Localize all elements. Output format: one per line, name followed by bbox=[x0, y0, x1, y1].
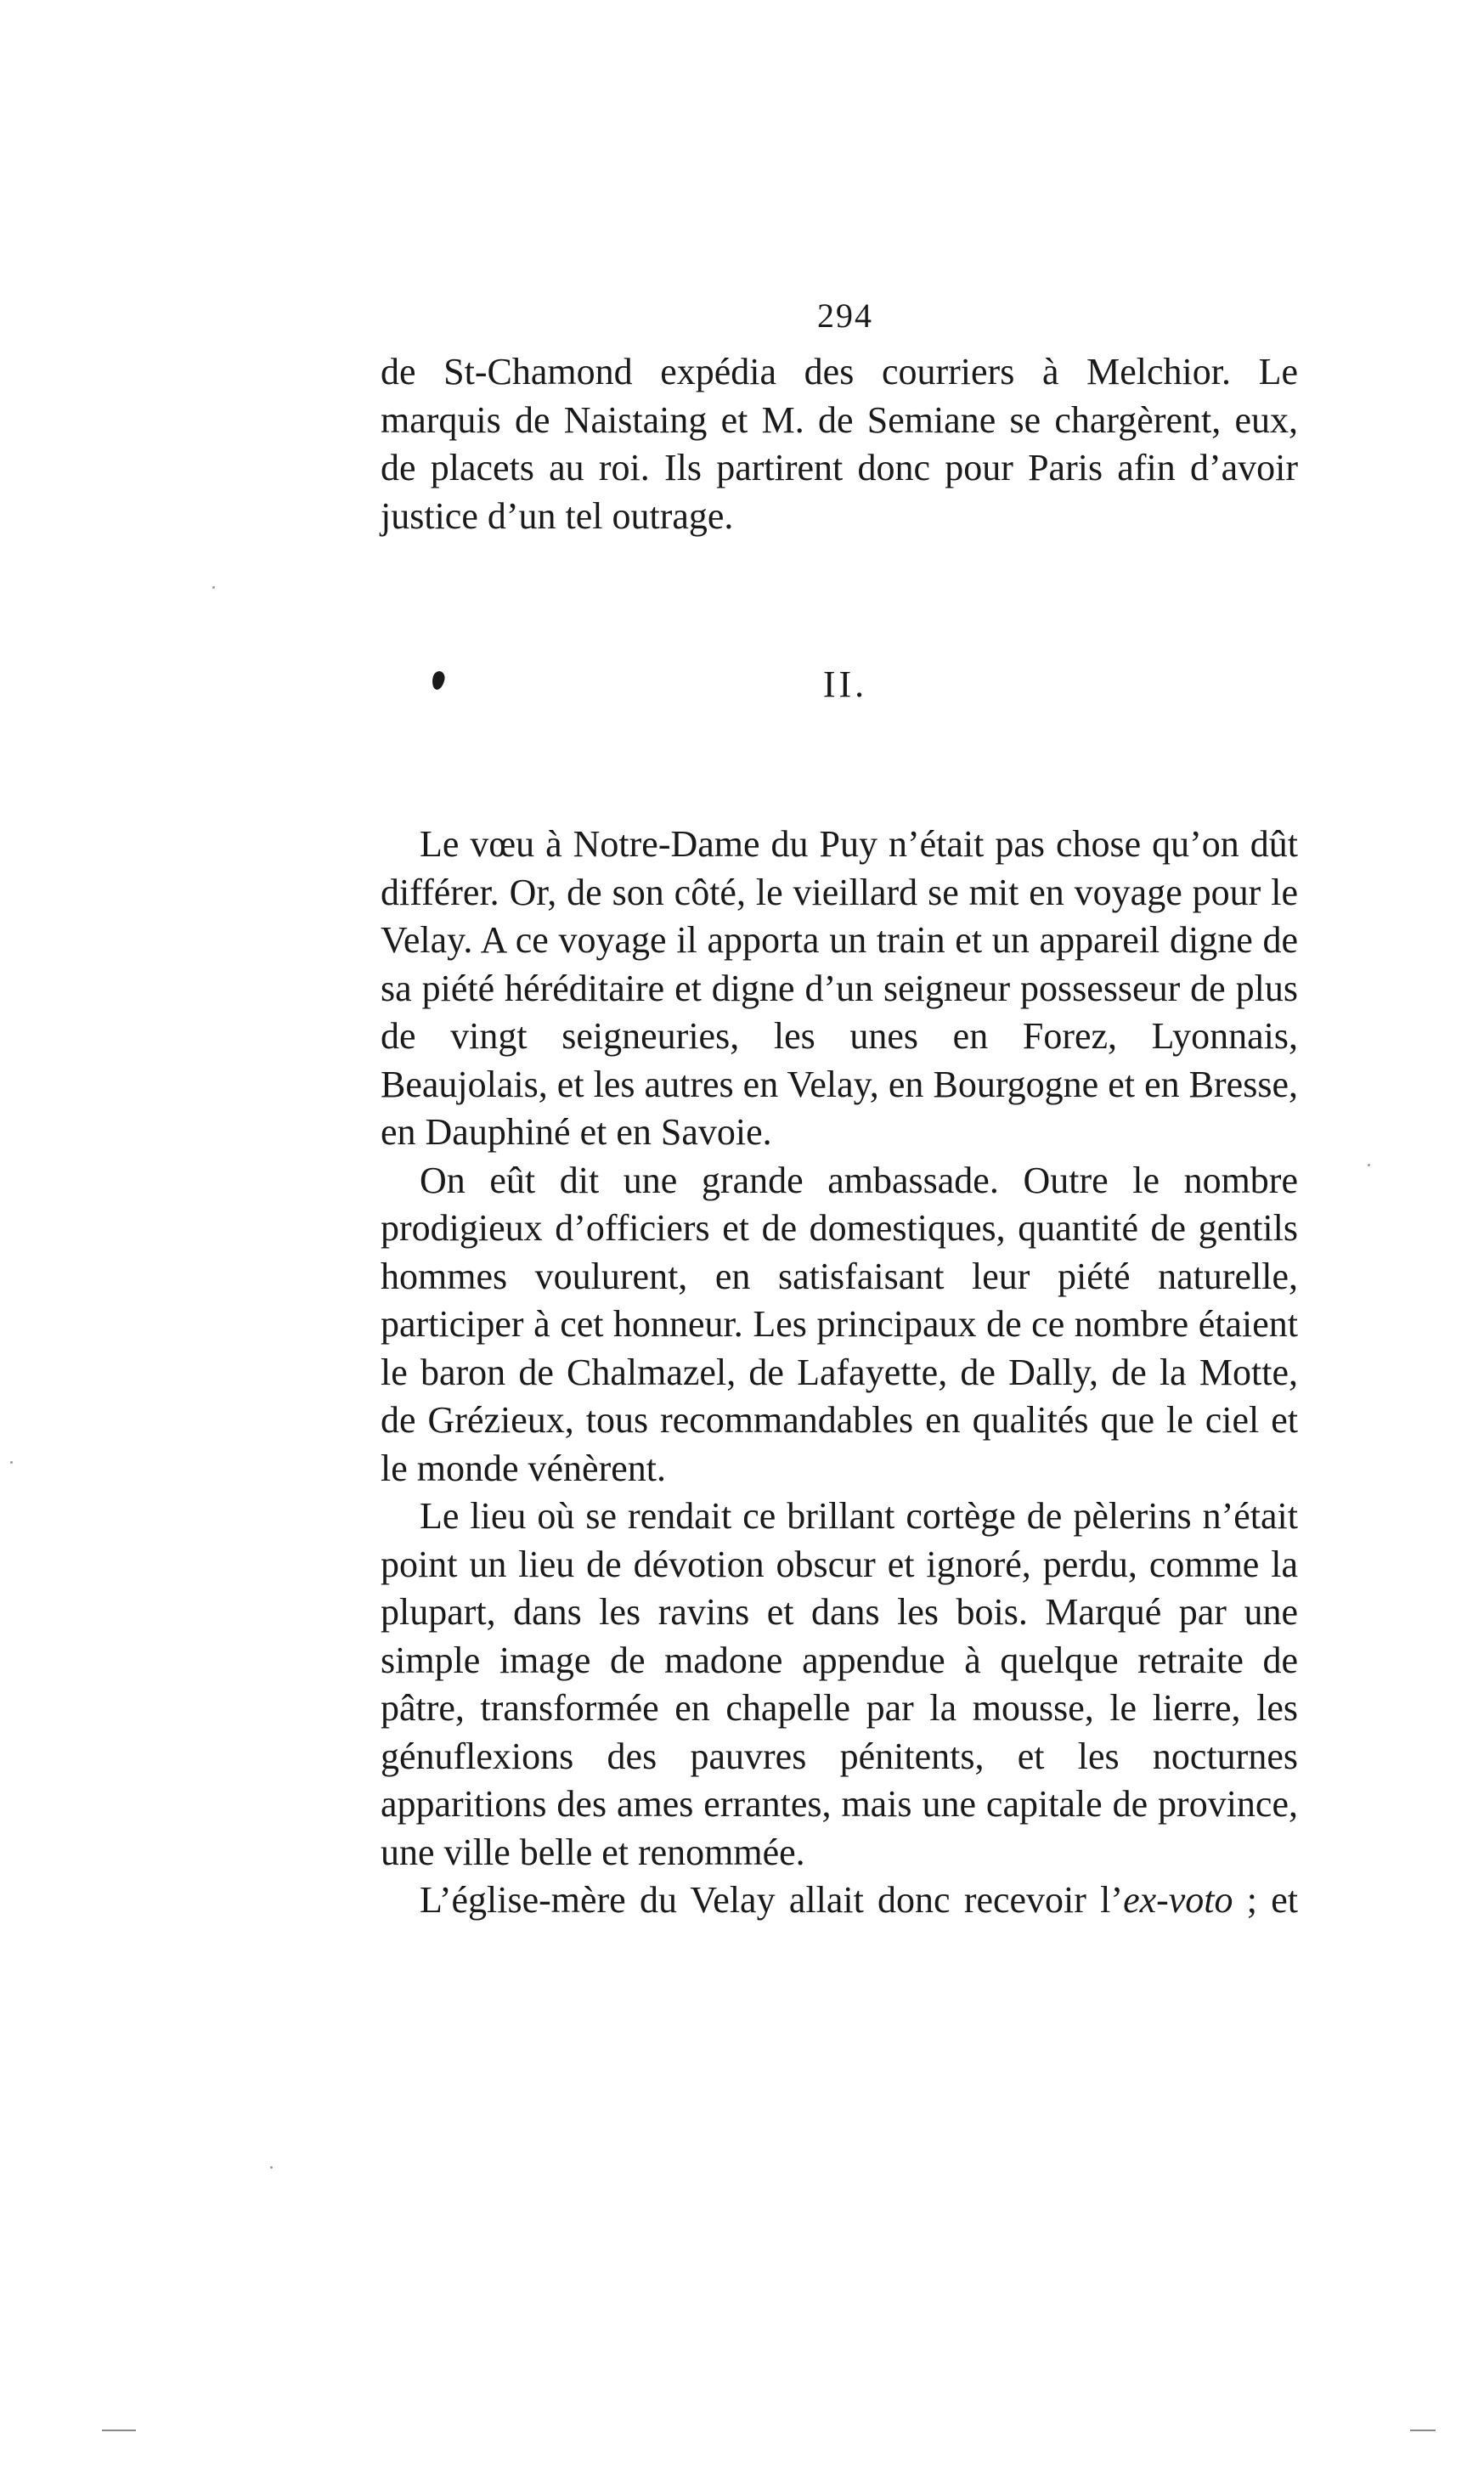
page-number: 294 bbox=[817, 296, 873, 335]
section-body bbox=[381, 821, 1298, 1925]
paragraph-2: On eût dit une grande ambassade. Outre le nombre prodigieux d’officiers et de domestiques, quantité de gentils hommes voulurent, en satisfaisant leur piété naturelle, participer à cet honneur. Les principaux de ce nombre étaient le baron de Chalmazel, de Lafayette, de Dally, de la Motte, de Grézieux, tous recommandables en qualités que le ciel et le monde vénèrent. bbox=[381, 1159, 1298, 1489]
continued-paragraph-block bbox=[381, 348, 1298, 540]
paragraph-1: Le vœu à Notre-Dame du Puy n’était pas chose qu’on dût différer. Or, de son côté, le vieillard se mit en voyage pour le Velay. A ce voyage il apporta un train et un appareil digne de sa piété héréditaire et digne d’un seigneur possesseur de plus de vingt seigneuries, les unes en Forez, Lyonnais, Beaujolais, et les autres en Velay, en Bourgogne et en Bresse, en Dauphiné et en Savoie. bbox=[381, 823, 1298, 1153]
paragraph-4-tail: ; et bbox=[1233, 1879, 1299, 1921]
scan-speck bbox=[10, 1461, 13, 1464]
paragraph-4 bbox=[381, 1877, 1298, 1925]
paragraph-4-lead: L’église-mère du Velay allait donc recevoir l’ bbox=[420, 1879, 1124, 1921]
scan-speck bbox=[212, 586, 215, 589]
paragraph-continued: de St-Chamond expédia des courriers à Melchior. Le marquis de Naistaing et M. de Semiane se chargèrent, eux, de placets au roi. Ils partirent donc pour Paris afin d’avoir justice d’un tel outrage. bbox=[381, 351, 1298, 537]
scan-edge-mark-left bbox=[102, 2430, 136, 2431]
section-heading: II. bbox=[822, 663, 868, 705]
scan-speck bbox=[1368, 1164, 1370, 1166]
paragraph-3: Le lieu où se rendait ce brillant cortège de pèlerins n’était point un lieu de dévotion obscur et ignoré, perdu, comme la plupart, dans les ravins et dans les bois. Marqué par une simple image de madone appendue à quelque retraite de pâtre, transformée en chapelle par la mousse, le lierre, les génuflexions des pauvres pénitents, et les nocturnes apparitions des ames errantes, mais une capitale de province, une ville belle et renommée. bbox=[381, 1495, 1298, 1873]
scan-edge-mark-right bbox=[1410, 2430, 1436, 2431]
paragraph-4-italic-term: ex-voto bbox=[1123, 1879, 1233, 1921]
scan-speck bbox=[270, 2166, 273, 2169]
